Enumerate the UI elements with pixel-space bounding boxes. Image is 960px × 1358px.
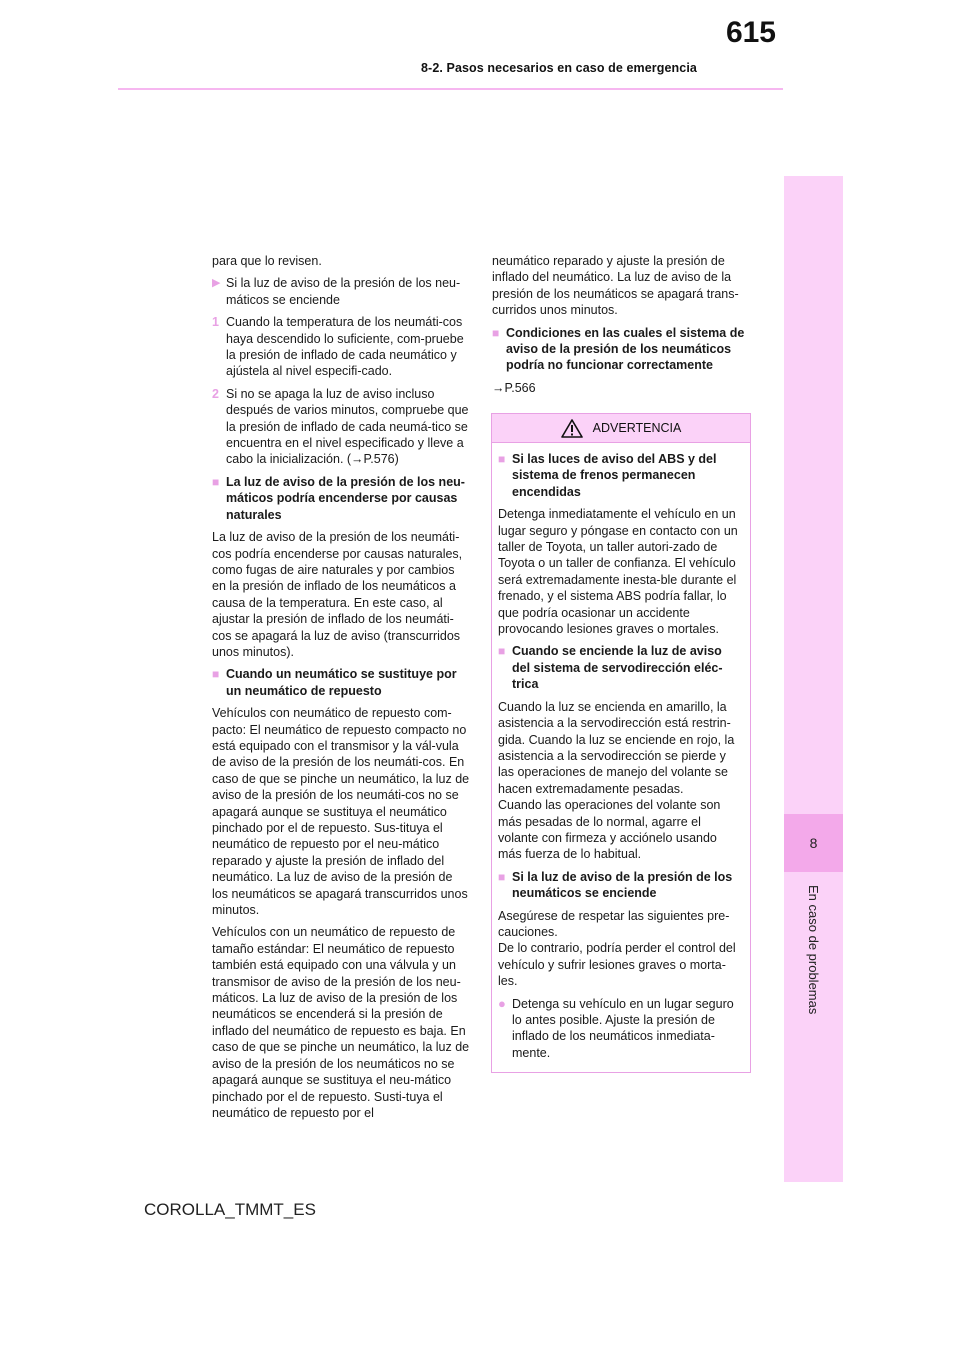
heading-spare-tire	[212, 666, 470, 699]
warning-paragraph-eps-1: Cuando la luz se encienda en amarillo, la asistencia a la servodirección está restrin-gida. Cuando la luz se enciende en rojo, la asistencia a la servodirección se pierde y las operaciones de manejo del volante se hacen extremadamente pesadas.	[498, 699, 735, 796]
paragraph-compact-spare: Vehículos con neumático de repuesto com-pacto: El neumático de repuesto compacto no está equipado con el transmisor y la vál-vula de aviso de la presión de los neumáti-cos. En caso de que se pinche un neumático, la luz de aviso de la presión de los neumáti-cos no se apagará aunque se sustituya el neumático pinchado por el de repuesto. Sus-tituya el neumático de repuesto por el neu-mático reparado y ajuste la presión de inflado del neumático. La luz de aviso de la presión de los neumáticos se apagará transcurridos unos minutos.	[212, 706, 470, 918]
heading-conditions-text: Condiciones en las cuales el sistema de aviso de la presión de los neumáticos podría no funcionar correctamente	[506, 325, 745, 373]
warning-heading-tpws-text: Si la luz de aviso de la presión de los neumáticos se enciende	[512, 869, 733, 901]
warning-box	[491, 413, 751, 1073]
page-number: 615	[725, 16, 776, 49]
paragraph-intro: para que lo revisen.	[212, 254, 322, 268]
step-2-number: 2	[212, 386, 219, 401]
chapter-title: En caso de problemas	[806, 885, 821, 1015]
warning-bullet-stop-text: Detenga su vehículo en un lugar seguro lo antes posible. Ajuste la presión de inflado de los neumáticos inmediata-mente.	[512, 996, 734, 1060]
step-1-text: Cuando la temperatura de los neumáti-cos haya descendido lo suficiente, com-pruebe la presión de inflado de cada neumático y ajústela al nivel especifi-cado.	[226, 315, 464, 379]
chapter-side-tab	[784, 176, 843, 1182]
warning-heading-eps	[498, 643, 742, 692]
warning-bullet-stop	[498, 996, 742, 1062]
heading-spare-tire-text: Cuando un neumático se sustituye por un neumático de repuesto	[226, 667, 457, 698]
section-header: 8-2. Pasos necesarios en caso de emergencia	[421, 61, 697, 75]
warning-paragraph-eps-2: Cuando las operaciones del volante son más pesadas de lo normal, agarre el volante con firmeza y acciónelo usando más fuerza de lo habitual.	[498, 798, 721, 862]
warning-heading-eps-text: Cuando se enciende la luz de aviso del sistema de servodirección eléc-trica	[512, 644, 723, 692]
square-bullet-icon: ■	[498, 452, 506, 466]
square-bullet-icon: ■	[212, 474, 220, 489]
warning-paragraph-abs: Detenga inmediatamente el vehículo en un lugar seguro y póngase en contacto con un taller de Toyota, un taller autori-zado de Toyota o un taller de confianza. El vehículo será extremadamente inesta-ble durante el frenado, y el sistema ABS podría fallar, lo que podría ocasionar un accidente provocando lesiones graves o mortales.	[498, 507, 738, 637]
paragraph-continued: neumático reparado y ajuste la presión de inflado del neumático. La luz de aviso de la presión de los neumáticos se apagará trans-curridos unos minutos.	[492, 254, 739, 318]
right-column	[492, 253, 752, 402]
circle-bullet-icon: ●	[498, 995, 506, 1011]
square-bullet-icon: ■	[498, 644, 506, 659]
chapter-number-tab	[784, 814, 843, 872]
warning-heading-abs-text: Si las luces de aviso del ABS y del sistema de frenos permanecen encendidas	[512, 452, 717, 499]
heading-natural-causes	[212, 474, 470, 523]
warning-paragraph-tpws-2: De lo contrario, podría perder el control del vehículo y sufrir lesiones graves o morta-les.	[498, 941, 736, 989]
heading-natural-causes-text: La luz de aviso de la presión de los neu-máticos podría encenderse por causas naturales	[226, 474, 465, 522]
warning-title: ADVERTENCIA	[592, 421, 682, 435]
warning-header	[492, 414, 750, 443]
step-2-text: Si no se apaga la luz de aviso incluso después de varios minutos, compruebe que la presión de inflado de cada neumá-tico se encuentra en el nivel especificado y lleve a cabo la inicialización. (→P.576)	[226, 386, 469, 467]
page-reference-link[interactable]: →P.566	[492, 380, 536, 395]
square-bullet-icon: ■	[212, 667, 220, 682]
warning-heading-tpws	[498, 869, 742, 902]
triangle-bullet-icon: ▶	[212, 277, 221, 290]
footer-code: COROLLA_TMMT_ES	[144, 1200, 316, 1219]
subtopic-light-on	[212, 275, 470, 308]
step-1-number: 1	[212, 315, 219, 330]
square-bullet-icon: ■	[492, 325, 500, 340]
step-1	[212, 314, 470, 380]
warning-body	[492, 443, 750, 1061]
heading-conditions	[492, 325, 752, 374]
step-2	[212, 386, 470, 468]
header-rule	[118, 88, 783, 90]
chapter-title-tab	[782, 870, 845, 1030]
left-column	[212, 253, 470, 1121]
subtopic-light-on-text: Si la luz de aviso de la presión de los neu-máticos se enciende	[226, 276, 461, 307]
warning-paragraph-tpws-1: Asegúrese de respetar las siguientes pre-cauciones.	[498, 908, 730, 939]
warning-heading-abs	[498, 451, 742, 500]
chapter-number: 8	[809, 835, 818, 851]
square-bullet-icon: ■	[498, 869, 506, 884]
paragraph-natural-causes: La luz de aviso de la presión de los neumáti-cos podría encenderse por causas naturales, como fugas de aire naturales y por cambios en la presión de inflado de los neumáticos a causa de la temperatura. En este caso, al ajustar la presión de inflado de los neumáti-cos se apagará la luz de aviso (transcurridos unos minutos).	[212, 530, 463, 659]
paragraph-standard-spare: Vehículos con un neumático de repuesto de tamaño estándar: El neumático de repuesto también está equipado con una válvula y un transmisor de aviso de la presión de los neu-máticos. La luz de aviso de la presión de los neumáticos se encenderá si la presión de inflado del neumático de repuesto es baja. En caso de que se pinche un neumático, la luz de aviso de la presión de los neumáticos no se apagará aunque se sustituya el neu-mático pinchado por el de repuesto. Susti-tuya el neumático de repuesto por el	[212, 925, 470, 1120]
warning-triangle-icon	[561, 419, 583, 438]
